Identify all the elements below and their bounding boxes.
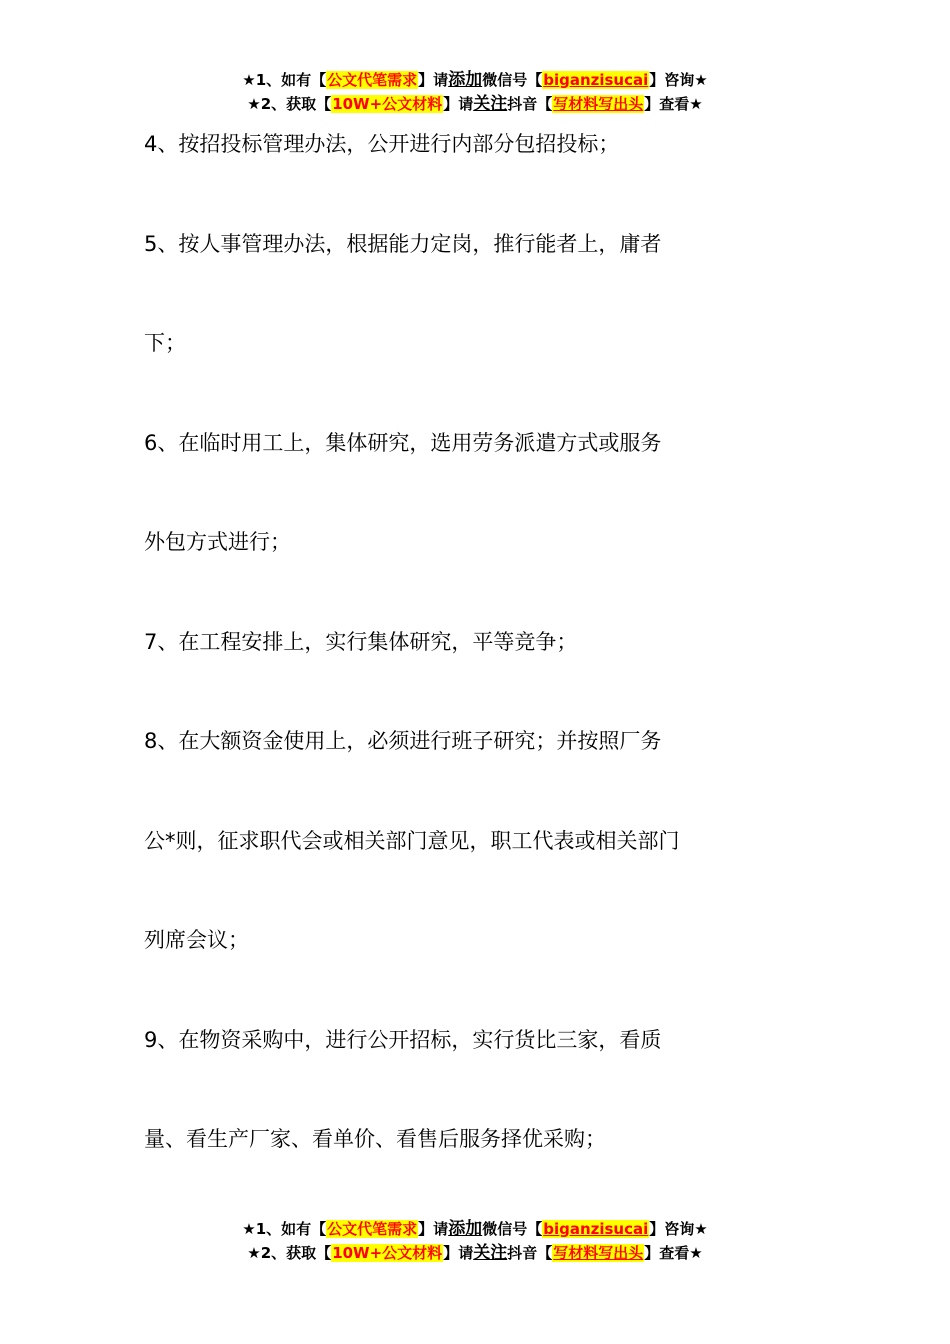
highlight-materials: 10W+公文材料: [332, 1244, 443, 1262]
emphasis-follow: 关注: [473, 1243, 508, 1263]
paragraph-line: 量、看生产厂家、看单价、看售后服务择优采购；: [144, 1127, 606, 1151]
paragraph-line: 下；: [144, 331, 186, 355]
banner-text: 】查看★: [644, 1244, 703, 1262]
paragraph-line: 外包方式进行；: [144, 530, 291, 554]
emphasis-add: 添加: [448, 1219, 483, 1239]
paragraph-line: 4、按招投标管理办法，公开进行内部分包招投标；: [144, 132, 620, 156]
banner-text: 】请: [443, 95, 474, 113]
banner-text: ★1、如有【: [242, 71, 327, 89]
paragraph-line: 列席会议；: [144, 928, 249, 952]
banner-line-1: [0, 68, 950, 92]
banner-text: ★2、获取【: [247, 1244, 332, 1262]
banner-text: 】咨询★: [649, 71, 708, 89]
paragraph-line: 8、在大额资金使用上，必须进行班子研究；并按照厂务: [144, 729, 662, 753]
banner-text: 微信号【: [482, 71, 543, 89]
paragraph-line: 7、在工程安排上，实行集体研究，平等竞争；: [144, 630, 578, 654]
paragraph-line: 9、在物资采购中，进行公开招标，实行货比三家，看质: [144, 1028, 662, 1052]
header-banner: [0, 68, 950, 116]
banner-text: 】请: [418, 1220, 449, 1238]
banner-text: 】请: [418, 71, 449, 89]
douyin-account[interactable]: 写材料写出头: [553, 95, 644, 113]
emphasis-follow: 关注: [473, 94, 508, 114]
banner-text: ★2、获取【: [247, 95, 332, 113]
wechat-id[interactable]: biganzisucai: [543, 71, 649, 89]
footer-banner: [0, 1217, 950, 1265]
highlight-ghostwriting: 公文代笔需求: [327, 1220, 418, 1238]
paragraph-line: 公*则，征求职代会或相关部门意见，职工代表或相关部门: [144, 829, 680, 853]
banner-text: 】咨询★: [649, 1220, 708, 1238]
banner-text: 】查看★: [644, 95, 703, 113]
douyin-account[interactable]: 写材料写出头: [553, 1244, 644, 1262]
paragraph-line: 5、按人事管理办法，根据能力定岗，推行能者上，庸者: [144, 232, 662, 256]
banner-text: 抖音【: [507, 1244, 553, 1262]
emphasis-add: 添加: [448, 70, 483, 90]
paragraph-line: 6、在临时用工上，集体研究，选用劳务派遣方式或服务: [144, 431, 662, 455]
banner-text: 抖音【: [507, 95, 553, 113]
banner-line-2: [0, 1241, 950, 1265]
highlight-materials: 10W+公文材料: [332, 95, 443, 113]
banner-line-1: [0, 1217, 950, 1241]
banner-text: 】请: [443, 1244, 474, 1262]
banner-text: ★1、如有【: [242, 1220, 327, 1238]
banner-text: 微信号【: [482, 1220, 543, 1238]
wechat-id[interactable]: biganzisucai: [543, 1220, 649, 1238]
banner-line-2: [0, 92, 950, 116]
highlight-ghostwriting: 公文代笔需求: [327, 71, 418, 89]
